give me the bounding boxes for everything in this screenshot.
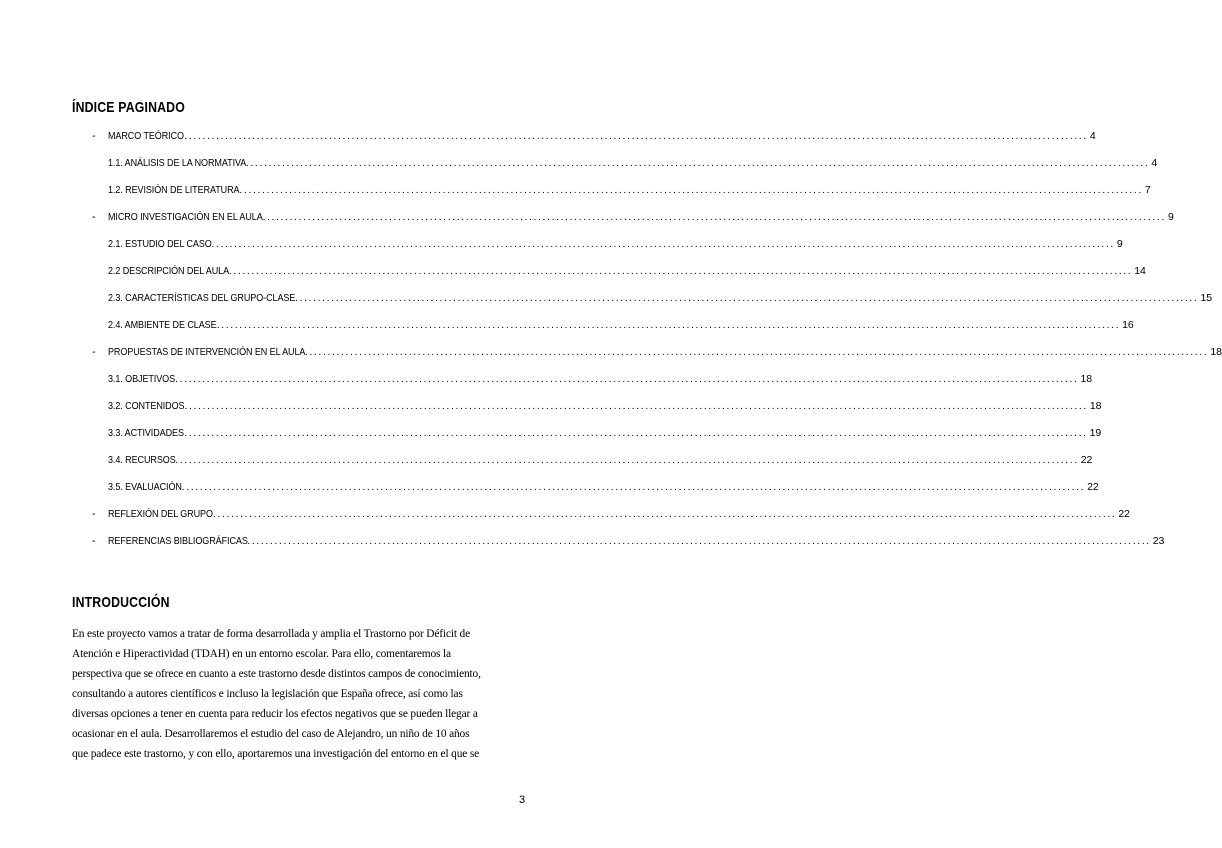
toc-entry-page: 9 xyxy=(1116,238,1123,250)
toc-entry-page: 18 xyxy=(1210,346,1222,358)
toc-entry-page: 22 xyxy=(1118,508,1130,520)
toc-entry[interactable] xyxy=(108,184,1151,200)
toc-leader-dots: ........................................................................................................................................................................................................ xyxy=(175,454,1079,466)
toc-entry[interactable] xyxy=(108,508,1130,524)
intro-line: consultando a autores científicos e incluso la legislación que España ofrece, así como las xyxy=(72,688,463,700)
toc-leader-dots: ........................................................................................................................................................................................................ xyxy=(245,157,1150,169)
toc-leader-dots: ........................................................................................................................................................................................................ xyxy=(262,211,1166,223)
toc-bullet: - xyxy=(92,508,96,520)
toc-entry-page: 22 xyxy=(1087,481,1099,493)
toc-entry[interactable] xyxy=(108,454,1093,470)
toc-entry-page: 4 xyxy=(1089,130,1096,142)
intro-line: diversas opciones a tener en cuenta para reducir los efectos negativos que se pueden llegar a xyxy=(72,708,478,720)
toc-leader-dots: ........................................................................................................................................................................................................ xyxy=(184,427,1088,439)
page-number: 3 xyxy=(519,794,526,806)
toc-entry[interactable] xyxy=(108,238,1123,254)
toc-leader-dots: ........................................................................................................................................................................................................ xyxy=(295,292,1199,304)
toc-leader-dots: ........................................................................................................................................................................................................ xyxy=(211,238,1115,250)
toc-leader-dots: ........................................................................................................................................................................................................ xyxy=(304,346,1209,358)
intro-paragraph xyxy=(72,624,524,764)
toc-bullet: - xyxy=(92,211,96,223)
intro-line: que padece este trastorno, y con ello, aportaremos una investigación del entorno en el que se xyxy=(72,748,480,760)
toc-entry-label: 3.2. CONTENIDOS xyxy=(108,400,185,412)
toc-bullet: - xyxy=(92,346,96,358)
toc-entry-label: MARCO TEÓRICO xyxy=(108,130,184,142)
toc-entry[interactable] xyxy=(108,211,1174,227)
toc-entry-page: 16 xyxy=(1122,319,1134,331)
toc-entry[interactable] xyxy=(108,292,1212,308)
toc-entry-page: 4 xyxy=(1151,157,1158,169)
toc-entry-label: 3.5. EVALUACIÓN xyxy=(108,481,182,493)
intro-line: En este proyecto vamos a tratar de forma desarrollada y amplia el Trastorno por Déficit de xyxy=(72,628,471,640)
toc-entry-label: REFLEXIÓN DEL GRUPO xyxy=(108,508,213,520)
toc-bullet: - xyxy=(92,535,96,547)
toc-entry-label: 2.4. AMBIENTE DE CLASE xyxy=(108,319,217,331)
toc-entry-label: 1.1. ANÁLISIS DE LA NORMATIVA xyxy=(108,157,247,169)
intro-title: INTRODUCCIÓN xyxy=(72,594,170,611)
toc-entry-label: REFERENCIAS BIBLIOGRÁFICAS xyxy=(108,535,248,547)
toc-entry-label: 3.3. ACTIVIDADES xyxy=(108,427,184,439)
toc-entry-page: 14 xyxy=(1134,265,1146,277)
toc-entry-page: 22 xyxy=(1080,454,1093,466)
toc-entry[interactable] xyxy=(108,373,1092,389)
toc-leader-dots: ........................................................................................................................................................................................................ xyxy=(216,319,1121,331)
toc-leader-dots: ........................................................................................................................................................................................................ xyxy=(212,508,1117,520)
toc-entry-page: 18 xyxy=(1080,373,1092,385)
toc-entry-label: 2.3. CARACTERÍSTICAS DEL GRUPO-CLASE xyxy=(108,292,296,304)
toc-entry[interactable] xyxy=(108,535,1165,551)
toc-leader-dots: ........................................................................................................................................................................................................ xyxy=(184,130,1088,142)
toc-entry-label: 2.2 DESCRIPCIÓN DEL AULA xyxy=(108,265,230,277)
toc-entry[interactable] xyxy=(108,130,1096,146)
intro-line: perspectiva que se ofrece en cuanto a este trastorno desde distintos campos de conocimiento, xyxy=(72,668,481,680)
toc-entry-label: 3.4. RECURSOS xyxy=(108,454,176,466)
toc-entry-page: 23 xyxy=(1152,535,1165,547)
toc-entry-page: 19 xyxy=(1089,427,1102,439)
toc-entry-page: 9 xyxy=(1167,211,1174,223)
toc-entry[interactable] xyxy=(108,265,1146,281)
toc-leader-dots: ........................................................................................................................................................................................................ xyxy=(228,265,1133,277)
toc-entry-page: 18 xyxy=(1089,400,1102,412)
intro-line: ocasionar en el aula. Desarrollaremos el estudio del caso de Alejandro, un niño de 10 años xyxy=(72,728,470,740)
toc-leader-dots: ........................................................................................................................................................................................................ xyxy=(181,481,1086,493)
toc-entry[interactable] xyxy=(108,481,1099,497)
toc-entry[interactable] xyxy=(108,400,1102,416)
toc-entry[interactable] xyxy=(108,346,1222,362)
toc-entry[interactable] xyxy=(108,427,1102,443)
index-title: ÍNDICE PAGINADO xyxy=(72,99,185,116)
toc-leader-dots: ........................................................................................................................................................................................................ xyxy=(175,373,1079,385)
toc-entry-label: 1.2. REVISIÓN DE LITERATURA xyxy=(108,184,240,196)
toc-entry[interactable] xyxy=(108,319,1134,335)
toc-bullet: - xyxy=(92,130,96,142)
toc-leader-dots: ........................................................................................................................................................................................................ xyxy=(239,184,1143,196)
toc-leader-dots: ........................................................................................................................................................................................................ xyxy=(184,400,1088,412)
toc-leader-dots: ........................................................................................................................................................................................................ xyxy=(247,535,1151,547)
intro-line: Atención e Hiperactividad (TDAH) en un entorno escolar. Para ello, comentaremos la xyxy=(72,648,451,660)
toc-entry-label: MICRO INVESTIGACIÓN EN EL AULA xyxy=(108,211,263,223)
toc-entry[interactable] xyxy=(108,157,1158,173)
toc-entry-page: 15 xyxy=(1200,292,1212,304)
toc-entry-label: 2.1. ESTUDIO DEL CASO xyxy=(108,238,212,250)
toc-entry-page: 7 xyxy=(1144,184,1151,196)
toc-entry-label: PROPUESTAS DE INTERVENCIÓN EN EL AULA xyxy=(108,346,306,358)
toc-entry-label: 3.1. OBJETIVOS xyxy=(108,373,176,385)
